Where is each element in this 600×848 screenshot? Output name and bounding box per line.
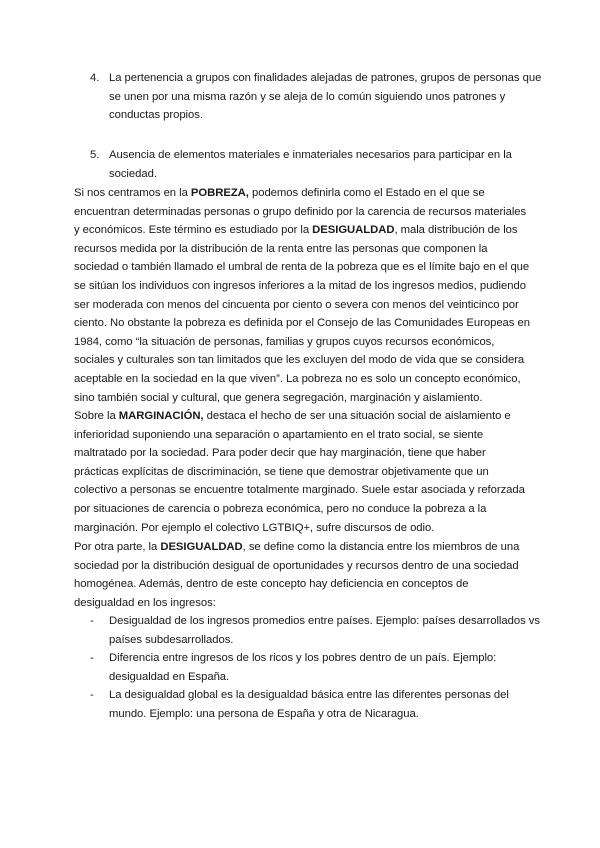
item-text: Ausencia de elementos materiales e inmateriales necesarios para participar en la sociedad. [109, 149, 512, 180]
text-run: destaca el hecho de ser una situación social de aislamiento e inferioridad suponiendo una separación o apartamiento en el trato social, se siente maltratado por la sociedad. Para poder decir que hay marginación, tiene que haber prácticas explícitas de discriminación, se tiene que demostrar objetivamente que un colectivo a personas se encuentre totalmente marginado. Suele estar asociada y reforzada por situaciones de carencia o pobreza económica, pero no conduce la pobreza a la marginación. Por ejemplo el colectivo LGTBIQ+, sufre discursos de odio. [74, 410, 525, 534]
text-run: podemos definirla como el Estado en el que se encuentran determinadas personas o grupo definido por la carencia de recursos materiales y económicos. Este término es estudiado por la [74, 187, 527, 237]
keyword-desigualdad: DESIGUALDAD [160, 541, 243, 553]
text-run: Si nos centramos en la [74, 187, 191, 199]
list-item-text: Diferencia entre ingresos de los ricos y los pobres dentro de un país. Ejemplo: desigualdad en España. [109, 652, 497, 683]
keyword-desigualdad: DESIGUALDAD [312, 224, 395, 237]
list-item [74, 612, 544, 649]
numbered-item [74, 69, 544, 125]
item-text: La pertenencia a grupos con finalidades alejadas de patrones, grupos de personas que se unen por una misma razón y se aleja de lo común siguiendo unos patrones y conductas propios. [109, 72, 542, 122]
text-run: Por otra parte, la [74, 541, 161, 553]
bullet-dash: - [90, 652, 94, 665]
paragraph-desigualdad [74, 538, 530, 612]
text-run: , se define como la distancia entre los miembros de una sociedad por la distribución desigual de oportunidades y recursos dentro de una sociedad homogénea. Además, dentro de este concepto hay deficiencia en conceptos de desigualdad en los ingresos: [74, 541, 520, 609]
numbered-item [74, 146, 544, 183]
bullet-list [74, 612, 544, 724]
bullet-dash: - [90, 689, 94, 702]
list-item-text: Desigualdad de los ingresos promedios entre países. Ejemplo: países desarrollados vs países subdesarrollados. [109, 615, 540, 646]
text-run: , mala distribución de los recursos medida por la distribución de la renta entre las personas que componen la sociedad o también llamado el umbral de renta de la pobreza que es el límite bajo en el que se sitúan los individuos con ingresos inferiores a la mitad de los ingresos medios, pudiendo ser moderada con menos del cincuenta por ciento o severa con menos del veinticinco por ciento. No obstante la pobreza es definida por el Consejo de las Comunidades Europeas en 1984, como “la situación de personas, familias y grupos cuyos recursos económicos, sociales y culturales son tan limitados que les excluyen del modo de vida que se considera aceptable en la sociedad en la que viven”. La pobreza no es solo un concepto económico, sino también social y cultural, que genera segregación, marginación y aislamiento. [74, 224, 530, 404]
list-item [74, 649, 544, 686]
keyword-marginacion: MARGINACIÓN, [118, 410, 204, 422]
bullet-dash: - [90, 615, 94, 627]
text-run: Sobre la [74, 410, 119, 422]
item-number: 4. [90, 72, 100, 84]
keyword-pobreza: POBREZA, [190, 187, 249, 199]
item-number: 5. [90, 149, 100, 161]
list-item [74, 686, 544, 723]
paragraph-pobreza [74, 184, 530, 407]
paragraph-marginacion [74, 407, 530, 537]
list-item-text: La desigualdad global es la desigualdad básica entre las diferentes personas del mundo. Ejemplo: una persona de España y otra de Nicaragua. [109, 689, 509, 720]
